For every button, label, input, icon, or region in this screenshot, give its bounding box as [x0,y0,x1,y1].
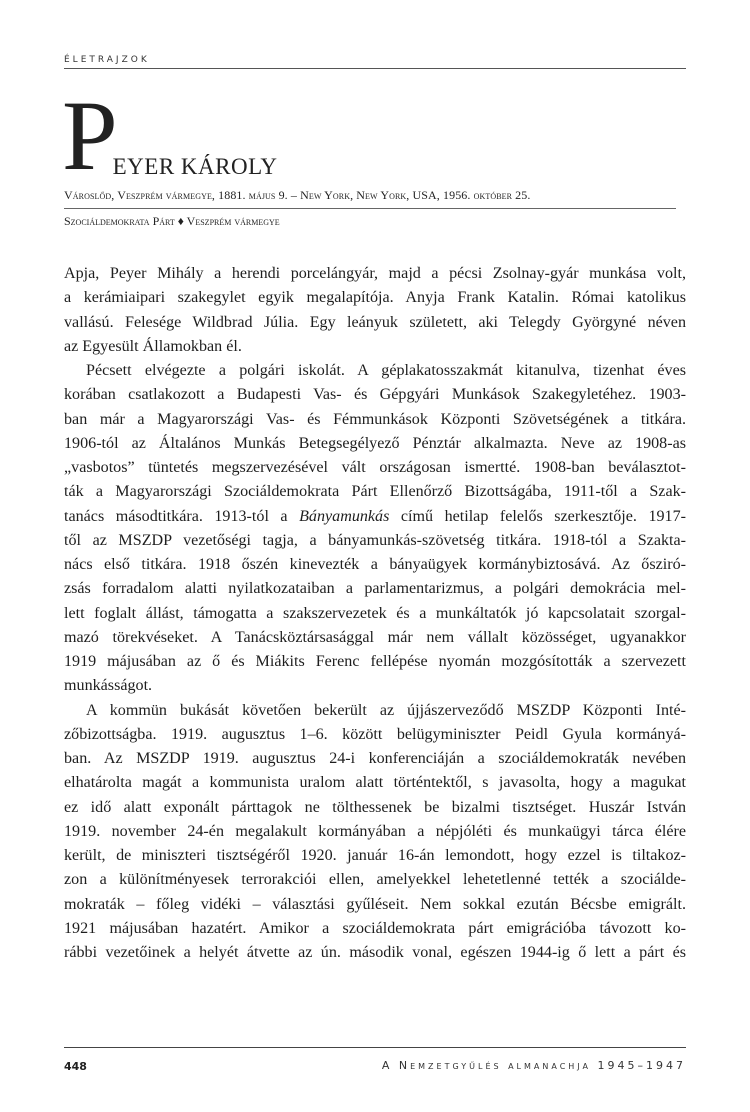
publication-title: Bányamunkás [299,507,390,525]
text-line: Apja, Peyer Mihály a herendi porcelángyár, majd a pécsi Zsolnay-gyár munkása volt, [64,265,686,282]
text-line: vallású. Felesége Wildbrad Júlia. Egy leányuk született, aki Telegdy Györgyné néven [64,313,686,331]
text-line: „vasbotos” tüntetés megszervezésével vált országosan ismertté. 1908-ban beválasztot- [64,459,686,476]
text-line: ez idő alatt exponált párttagok ne tölthessenek be bizalmi tisztséget. Huszár István [64,798,686,816]
header-rule [64,68,686,69]
text-line: zon a különítményesek terrorakciói ellen, amelyekkel lehetetlenné tették a szociálde- [64,871,686,889]
text-line: ban. Az MSZDP 1919. augusztus 24-i konferenciáján a szociáldemokraták nevében [64,750,686,767]
party-constituency-line: Szociáldemokrata Párt ♦ Veszprém vármegye [64,214,280,228]
text-line: a kerámiaipari szakegylet egyik megalapítója. Anyja Frank Katalin. Római katolikus [64,289,686,307]
text-line: mazó törekvéseket. A Tanácsköztársasággal már nem vállalt közösséget, ugyanakkor [64,628,686,646]
text-line: A kommün bukását követően bekerült az újjászerveződő MSZDP Központi Inté- [86,701,686,719]
text-line: 1919. november 24-én megalakult kormányában a népjóléti és munkaügyi tárca élére [64,822,686,840]
text-line: korában csatlakozott a Budapesti Vas- és Gépgyári Munkások Szakegyletéhez. 1903- [64,386,686,404]
text-line: nács első titkára. 1918 őszén kinevezték a bányaügyek kormánybiztosává. Az ősziró- [64,556,686,573]
entry-rule [64,208,676,209]
text-line: től az MSZDP vezetőségi tagja, a bányamunkás-szövetség titkára. 1918-tól a Szakta- [64,531,686,549]
running-head: ÉLETRAJZOK [64,55,150,65]
text-line: került, de miniszteri tisztségéről 1920. január 16-án lemondott, hogy ezzel is tiltakoz- [64,847,686,864]
book-title: A Nemzetgyűlés almanachja 1945–1947 [381,1059,686,1072]
text-line: elhatárolta magát a kommunista uralom alatt történtektől, s javasolta, hogy a magukat [64,774,686,792]
text-line: ták a Magyarországi Szociáldemokrata Párt Ellenőrző Bizottságába, 1911-től a Szak- [64,483,686,501]
text-line: lett foglalt állást, támogatta a szakszervezetek és a munkáltatók jó kapcsolatait szorgal- [64,604,686,622]
entry-title [62,80,278,191]
text-line: az Egyesült Államokban él. [64,337,242,355]
page-number: 448 [64,1060,87,1073]
birth-death-line: Városlőd, Veszprém vármegye, 1881. május 9. – New York, New York, USA, 1956. október 25. [64,188,531,202]
text-line: Pécsett elvégezte a polgári iskolát. A géplakatosszakmát kitanulva, tizenhat éves [86,362,686,379]
biography-text [64,262,686,965]
entry-name: EYER KÁROLY [112,154,278,179]
text-line: mokraták – főleg vidéki – választási gyűléseit. Nem sokkal ezután Bécsbe emigrált. [64,895,686,913]
text-line: munkásságot. [64,677,153,695]
text-line: tanács másodtitkára. 1913-tól a Bányamunkás című hetilap felelős szerkesztője. 1917- [64,507,686,525]
drop-cap-initial: P [62,80,116,191]
text-line: zsás forradalom alatti nyilatkozataiban a parlamentarizmus, a polgári demokrácia mel- [64,580,686,598]
text-line: zőbizottságba. 1919. augusztus 1–6. között belügyminiszter Peidl Gyula kormányá- [64,725,686,743]
text-line: 1921 májusában hazatért. Amikor a szociáldemokrata párt emigrációba távozott ko- [64,919,686,937]
footer-rule [64,1047,686,1048]
text-line: ban már a Magyarországi Vas- és Fémmunkások Központi Szövetségének a titkára. [64,410,686,428]
text-line: 1919 májusában az ő és Miákits Ferenc fellépése nyomán mozgósították a szervezett [64,653,686,670]
text-line: 1906-tól az Általános Munkás Betegsegélyező Pénztár alkalmazta. Neve az 1908-as [64,434,686,452]
text-line: rábbi vezetőinek a helyét átvette az ún. második vonal, egészen 1944-ig ő lett a párt és [64,944,686,961]
